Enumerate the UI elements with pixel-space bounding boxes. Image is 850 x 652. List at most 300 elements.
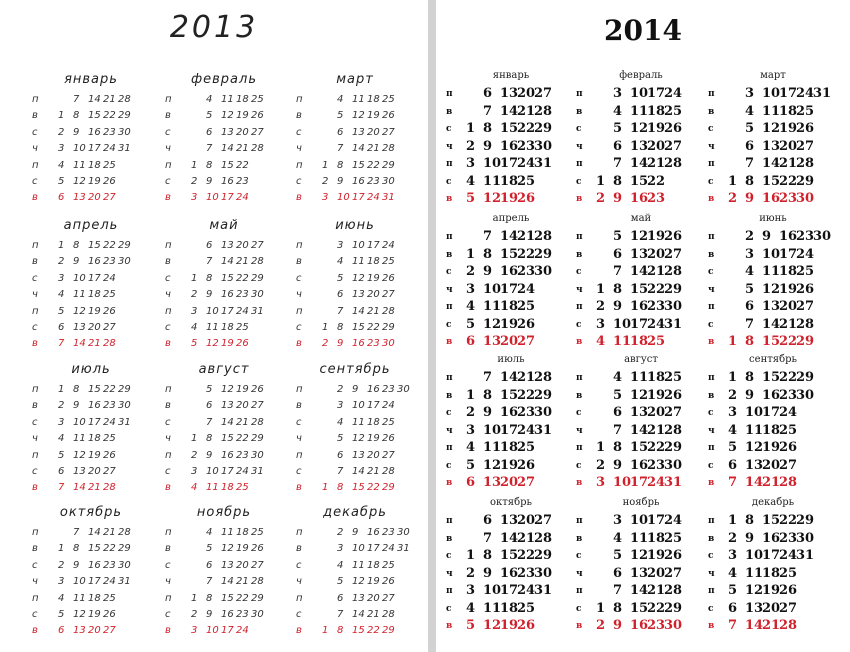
day-number: 28 xyxy=(779,475,798,490)
day-number: 30 xyxy=(796,387,815,403)
day-number: 29 xyxy=(118,240,131,251)
weekday-letter: п xyxy=(708,373,715,383)
day-number: 7 xyxy=(337,466,344,477)
day-numbers xyxy=(596,174,664,189)
day-number: 25 xyxy=(251,94,264,105)
month-block xyxy=(708,354,838,494)
weekday-letter: с xyxy=(708,460,714,471)
day-number: 14 xyxy=(352,609,365,620)
weekday-letter: с xyxy=(296,559,302,571)
day-number: 19 xyxy=(762,440,781,455)
day-number: 19 xyxy=(779,121,798,136)
weekday-letter: с xyxy=(708,124,714,134)
day-number: 3 xyxy=(466,156,476,171)
day-number: 21 xyxy=(367,609,380,620)
day-number: 2 xyxy=(322,176,329,187)
weekday-letter: п xyxy=(32,449,39,461)
day-number: 26 xyxy=(796,281,815,297)
day-number: 13 xyxy=(500,513,519,528)
day-number: 7 xyxy=(337,305,344,317)
day-number: 15 xyxy=(500,387,519,403)
day-number: 30 xyxy=(251,449,264,461)
day-number: 18 xyxy=(647,530,666,546)
day-number: 23 xyxy=(103,400,116,412)
day-number: 15 xyxy=(500,121,519,136)
weekday-letter: п xyxy=(708,516,715,526)
day-number: 21 xyxy=(517,103,536,119)
weekday-letter: п xyxy=(296,240,303,251)
weekday-letter: ч xyxy=(296,143,302,155)
day-number: 4 xyxy=(596,334,606,349)
day-number: 16 xyxy=(221,609,234,620)
month-name: декабрь xyxy=(751,497,795,508)
day-numbers xyxy=(58,273,118,284)
weekday-letter: ч xyxy=(708,425,715,436)
weekday-letter: п xyxy=(32,384,39,395)
day-numbers xyxy=(728,247,813,262)
month-block xyxy=(708,213,838,353)
weekday-letter: в xyxy=(165,256,171,268)
day-number: 2 xyxy=(191,289,198,301)
day-number: 20 xyxy=(88,466,101,477)
day-number: 16 xyxy=(221,289,234,301)
day-number: 27 xyxy=(664,246,683,262)
day-number: 21 xyxy=(367,305,380,317)
day-number: 5 xyxy=(337,272,344,284)
weekday-letter: с xyxy=(708,176,714,187)
day-numbers xyxy=(596,121,681,136)
day-number: 19 xyxy=(647,229,666,244)
day-number: 11 xyxy=(745,565,764,581)
day-number: 8 xyxy=(337,625,344,637)
day-number: 17 xyxy=(779,86,798,101)
day-number: 23 xyxy=(647,191,666,206)
day-number: 11 xyxy=(630,530,649,546)
day-numbers xyxy=(466,191,534,206)
day-numbers xyxy=(466,513,551,528)
weekday-letter: в xyxy=(165,482,171,494)
day-number: 24 xyxy=(382,240,395,251)
day-number: 21 xyxy=(647,264,666,279)
weekday-letter: п xyxy=(296,305,303,317)
day-numbers xyxy=(596,247,681,262)
day-number: 21 xyxy=(517,370,536,385)
weekday-letter: п xyxy=(708,302,715,312)
day-numbers xyxy=(596,601,681,616)
day-number: 17 xyxy=(630,475,649,490)
day-number: 12 xyxy=(352,272,365,284)
day-number: 9 xyxy=(73,559,80,571)
weekday-letter: с xyxy=(296,272,302,284)
day-numbers xyxy=(596,531,681,546)
day-number: 24 xyxy=(236,625,249,637)
day-number: 1 xyxy=(596,281,606,297)
day-number: 31 xyxy=(534,156,553,171)
day-number: 28 xyxy=(534,103,553,119)
day-number: 13 xyxy=(745,600,764,616)
day-number: 22 xyxy=(236,592,249,604)
day-numbers xyxy=(466,475,534,490)
day-number: 7 xyxy=(745,316,755,332)
day-number: 22 xyxy=(779,334,798,349)
day-numbers xyxy=(728,139,813,154)
day-number: 31 xyxy=(118,576,131,588)
day-number: 29 xyxy=(251,433,264,445)
day-number: 26 xyxy=(382,272,395,284)
weekday-letter: с xyxy=(708,319,714,330)
weekday-letter: в xyxy=(576,621,583,631)
day-number: 15 xyxy=(762,513,781,528)
weekday-letter: ч xyxy=(576,141,583,152)
day-number: 5 xyxy=(58,305,65,317)
day-number: 24 xyxy=(382,400,395,412)
weekday-letter: в xyxy=(576,390,583,401)
weekday-letter: в xyxy=(296,482,302,494)
day-number: 5 xyxy=(206,543,213,555)
day-number: 21 xyxy=(779,316,798,332)
day-numbers xyxy=(191,609,266,620)
day-number: 17 xyxy=(647,86,666,101)
day-number: 3 xyxy=(337,240,344,251)
day-number: 10 xyxy=(337,192,350,204)
year-title: 2013 xyxy=(169,10,259,45)
day-number: 8 xyxy=(337,159,344,171)
day-number: 24 xyxy=(517,156,536,171)
day-numbers xyxy=(322,127,397,138)
day-number: 2 xyxy=(466,138,476,154)
day-number: 7 xyxy=(483,370,493,385)
day-number: 24 xyxy=(103,576,116,588)
weekday-letter: ч xyxy=(576,568,583,579)
day-number: 3 xyxy=(596,475,606,490)
day-number: 31 xyxy=(251,466,264,477)
day-number: 31 xyxy=(251,305,264,317)
day-number: 8 xyxy=(483,548,493,563)
day-number: 7 xyxy=(73,527,80,538)
day-number: 3 xyxy=(337,400,344,412)
day-number: 9 xyxy=(745,191,755,206)
day-number: 16 xyxy=(88,256,101,268)
day-number: 24 xyxy=(796,246,815,262)
day-number: 2 xyxy=(322,338,329,350)
day-number: 20 xyxy=(367,592,380,604)
day-number: 17 xyxy=(500,422,519,438)
weekday-letter: с xyxy=(576,603,582,614)
day-number: 3 xyxy=(613,86,623,101)
weekday-letter: с xyxy=(296,126,302,138)
day-number: 18 xyxy=(221,482,234,494)
day-number: 30 xyxy=(382,338,395,350)
month-block xyxy=(446,354,576,494)
day-number: 12 xyxy=(630,229,649,244)
day-number: 4 xyxy=(466,173,476,189)
day-number: 1 xyxy=(596,600,606,616)
day-number: 2 xyxy=(728,387,738,403)
weekday-letter: в xyxy=(165,192,171,204)
day-number: 3 xyxy=(58,272,65,284)
day-number: 9 xyxy=(206,609,213,620)
day-number: 17 xyxy=(630,316,649,332)
weekday-letter: п xyxy=(165,159,172,171)
day-number: 4 xyxy=(337,94,344,105)
day-number: 22 xyxy=(103,543,116,555)
day-numbers xyxy=(58,143,133,154)
weekday-letter: п xyxy=(576,159,583,169)
day-number: 15 xyxy=(88,543,101,555)
day-number: 13 xyxy=(500,86,519,101)
day-number: 18 xyxy=(367,256,380,268)
day-number: 12 xyxy=(630,121,649,136)
day-number: 29 xyxy=(534,121,553,136)
day-number: 23 xyxy=(103,126,116,138)
weekday-letter: п xyxy=(296,449,303,461)
day-number: 16 xyxy=(88,126,101,138)
day-number: 30 xyxy=(664,618,683,633)
day-number: 14 xyxy=(352,143,365,155)
day-numbers xyxy=(58,322,118,333)
day-number: 21 xyxy=(517,229,536,244)
day-number: 12 xyxy=(221,384,234,395)
day-number: 3 xyxy=(191,625,198,637)
day-number: 15 xyxy=(221,159,234,171)
day-number: 30 xyxy=(397,384,410,395)
day-number: 18 xyxy=(762,422,781,438)
day-number: 25 xyxy=(647,334,666,349)
day-number: 18 xyxy=(762,565,781,581)
day-number: 9 xyxy=(73,126,80,138)
day-number: 8 xyxy=(206,159,213,171)
day-numbers xyxy=(58,527,133,538)
day-number: 24 xyxy=(103,143,116,155)
day-number: 1 xyxy=(728,370,738,385)
day-number: 11 xyxy=(613,334,632,349)
day-number: 18 xyxy=(779,264,798,279)
day-number: 19 xyxy=(647,121,666,136)
day-number: 4 xyxy=(206,527,213,538)
day-number: 12 xyxy=(206,338,219,350)
day-number: 6 xyxy=(728,600,738,616)
day-number: 14 xyxy=(88,527,101,538)
day-number: 11 xyxy=(762,103,781,119)
weekday-letter: п xyxy=(165,384,172,395)
day-number: 8 xyxy=(206,592,213,604)
day-number: 27 xyxy=(517,475,536,490)
month-block xyxy=(165,505,283,645)
day-number: 15 xyxy=(630,281,649,297)
day-number: 13 xyxy=(630,405,649,420)
month-block xyxy=(446,70,576,210)
day-number: 7 xyxy=(206,256,213,268)
day-number: 19 xyxy=(647,387,666,403)
day-number: 8 xyxy=(483,246,493,262)
day-number: 14 xyxy=(762,316,781,332)
day-number: 11 xyxy=(73,592,86,604)
day-number: 21 xyxy=(88,482,101,494)
day-numbers xyxy=(466,601,534,616)
day-number: 3 xyxy=(596,316,606,332)
month-name: октябрь xyxy=(59,505,123,520)
day-number: 2 xyxy=(191,176,198,187)
weekday-letter: в xyxy=(296,625,302,637)
day-numbers xyxy=(58,240,133,251)
day-number: 14 xyxy=(630,583,649,598)
day-number: 29 xyxy=(664,440,683,455)
day-number: 16 xyxy=(762,191,781,206)
day-numbers xyxy=(191,127,266,138)
day-number: 22 xyxy=(517,121,536,136)
weekday-letter: п xyxy=(576,516,583,526)
weekday-letter: с xyxy=(165,559,171,571)
day-number: 17 xyxy=(779,246,798,262)
day-numbers xyxy=(58,338,118,349)
day-numbers xyxy=(191,143,266,154)
day-number: 6 xyxy=(206,559,213,571)
weekday-letter: ч xyxy=(296,576,302,588)
day-number: 13 xyxy=(352,126,365,138)
day-numbers xyxy=(58,593,118,604)
day-number: 28 xyxy=(664,156,683,171)
weekday-letter: п xyxy=(576,89,583,99)
weekday-letter: ч xyxy=(446,284,453,295)
day-numbers xyxy=(58,576,133,587)
month-name: ноябрь xyxy=(622,497,660,508)
day-numbers xyxy=(596,583,681,598)
day-number: 24 xyxy=(236,192,249,204)
day-number: 5 xyxy=(206,384,213,395)
weekday-letter: п xyxy=(708,89,715,99)
day-number: 21 xyxy=(367,143,380,155)
day-number: 19 xyxy=(779,281,798,297)
day-number: 21 xyxy=(762,618,781,633)
day-numbers xyxy=(58,160,118,171)
month-block xyxy=(165,218,283,358)
day-numbers xyxy=(58,625,118,636)
day-number: 20 xyxy=(367,289,380,301)
day-number: 3 xyxy=(745,86,755,101)
day-number: 25 xyxy=(103,433,116,445)
day-number: 12 xyxy=(352,110,365,122)
day-number: 25 xyxy=(251,527,264,538)
day-number: 16 xyxy=(500,565,519,581)
day-number: 14 xyxy=(500,370,519,385)
day-numbers xyxy=(466,370,551,385)
day-number: 27 xyxy=(251,126,264,138)
weekday-letter: ч xyxy=(32,143,38,155)
day-number: 24 xyxy=(236,466,249,477)
day-number: 20 xyxy=(236,240,249,251)
day-number: 27 xyxy=(103,625,116,637)
day-number: 5 xyxy=(613,121,623,136)
day-number: 5 xyxy=(613,548,623,563)
month-name: июнь xyxy=(759,213,787,224)
day-number: 28 xyxy=(664,422,683,438)
day-number: 28 xyxy=(251,143,264,155)
day-number: 3 xyxy=(191,192,198,204)
month-name: октябрь xyxy=(490,497,532,508)
day-number: 31 xyxy=(118,416,131,428)
weekday-letter: п xyxy=(296,527,303,538)
day-number: 4 xyxy=(613,103,623,119)
day-number: 24 xyxy=(517,583,536,598)
day-number: 8 xyxy=(73,384,80,395)
weekday-letter: в xyxy=(708,337,715,347)
day-number: 28 xyxy=(664,264,683,279)
day-number: 18 xyxy=(88,592,101,604)
month-block xyxy=(165,362,283,502)
day-number: 14 xyxy=(500,103,519,119)
day-number: 23 xyxy=(367,338,380,350)
day-number: 12 xyxy=(483,618,502,633)
day-number: 25 xyxy=(779,422,798,438)
day-number: 8 xyxy=(483,387,493,403)
day-number: 18 xyxy=(88,159,101,171)
day-number: 26 xyxy=(251,384,264,395)
weekday-letter: с xyxy=(296,466,302,477)
day-number: 20 xyxy=(236,559,249,571)
day-number: 26 xyxy=(664,387,683,403)
day-numbers xyxy=(58,256,133,267)
day-number: 15 xyxy=(352,482,365,494)
weekday-letter: с xyxy=(446,267,452,277)
day-number: 30 xyxy=(664,299,683,314)
day-number: 19 xyxy=(500,316,519,332)
day-number: 9 xyxy=(613,191,623,206)
day-number: 30 xyxy=(382,176,395,187)
day-number: 11 xyxy=(352,256,365,268)
day-numbers xyxy=(322,417,397,428)
day-number: 5 xyxy=(58,609,65,620)
day-number: 7 xyxy=(613,583,623,598)
day-number: 23 xyxy=(236,449,249,461)
day-number: 5 xyxy=(613,387,623,403)
day-numbers xyxy=(322,482,397,493)
day-number: 15 xyxy=(352,159,365,171)
day-number: 4 xyxy=(191,322,198,333)
day-number: 4 xyxy=(728,422,738,438)
day-number: 30 xyxy=(118,256,131,268)
day-number: 15 xyxy=(762,334,781,349)
day-number: 29 xyxy=(796,370,815,385)
day-numbers xyxy=(466,139,551,154)
day-number: 18 xyxy=(88,289,101,301)
weekday-letter: п xyxy=(165,305,172,317)
day-numbers xyxy=(596,191,664,206)
day-number: 24 xyxy=(779,548,798,563)
day-number: 2 xyxy=(191,609,198,620)
day-number: 9 xyxy=(337,176,344,187)
day-number: 2 xyxy=(58,559,65,571)
day-number: 9 xyxy=(73,256,80,268)
day-number: 18 xyxy=(367,94,380,105)
day-number: 20 xyxy=(517,513,536,528)
day-numbers xyxy=(322,384,412,395)
day-number: 23 xyxy=(236,609,249,620)
day-number: 7 xyxy=(613,422,623,438)
weekday-letter: в xyxy=(165,625,171,637)
month-block xyxy=(576,497,706,637)
day-number: 17 xyxy=(221,625,234,637)
month-name: август xyxy=(198,362,250,377)
weekday-letter: п xyxy=(296,592,303,604)
day-numbers xyxy=(466,405,551,420)
day-number: 22 xyxy=(517,387,536,403)
day-number: 27 xyxy=(251,559,264,571)
weekday-letter: в xyxy=(32,625,38,637)
day-number: 26 xyxy=(517,316,536,332)
day-numbers xyxy=(728,405,796,420)
day-number: 1 xyxy=(191,272,198,284)
day-number: 20 xyxy=(647,565,666,581)
